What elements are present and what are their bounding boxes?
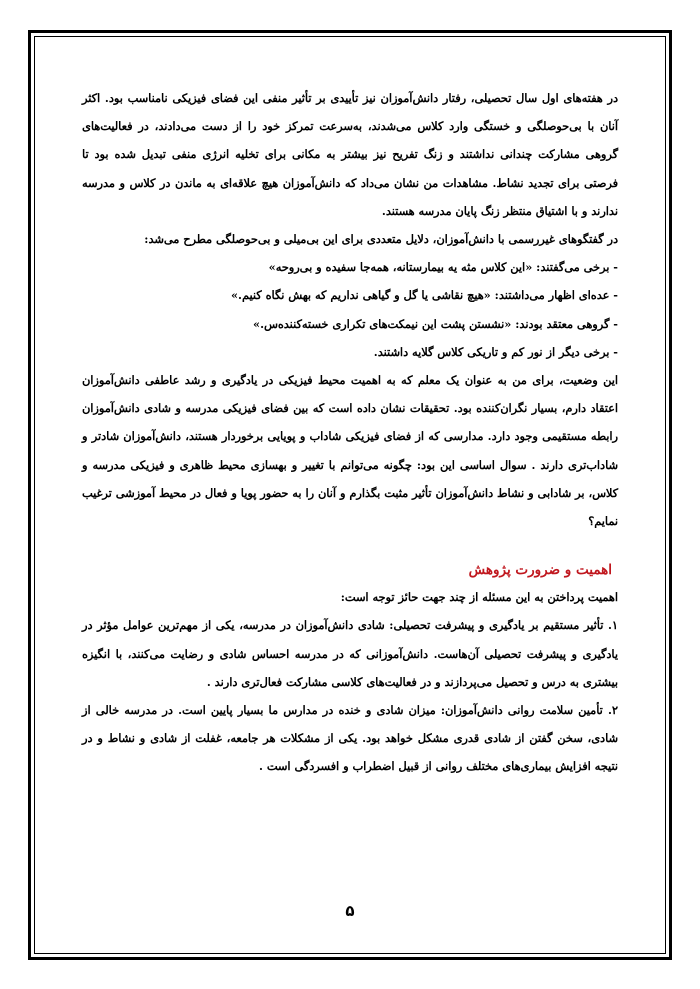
section-intro: اهمیت پرداختن به این مسئله از چند جهت حائز توجه است: [340,590,618,605]
page-number: ۵ [345,902,355,920]
concern-paragraph: این وضعیت، برای من به عنوان یک معلم که به اهمیت محیط فیزیکی در یادگیری و رشد عاطفی دانش‌آموزان اعتقاد دارم، بسیار نگران‌کننده بود. تحقیقات نشان داده است که بین فضای فیزیکی مدرسه و شادی دانش‌آموزان رابطه مستقیمی وجود دارد. مدارسی که از فضای فیزیکی شاداب و پویایی برخوردار هستند، دانش‌آموزان شادتر و شاداب‌تری دارند . سوال اساسی این بود: چگونه می‌توانم با تغییر و بهسازی محیط ظاهری و فیزیکی مدرسه و کلاس، بر شادابی و نشاط دانش‌آموزان تأثیر مثبت بگذارم و آنان را به حضور پویا و فعال در محیط آموزشی ترغیب نمایم؟ [82,373,618,529]
quote-item: - گروهی معتقد بودند: «نشستن پشت این نیمکت‌های تکراری خسته‌کننده‌س.» [253,316,618,331]
intro-paragraph: در هفته‌های اول سال تحصیلی، رفتار دانش‌آموزان نیز تأییدی بر تأثیر منفی این فضای فیزیکی نامناسب بود. اکثر آنان با بی‌حوصلگی و خستگی وارد کلاس می‌شدند، به‌سرعت تمرکز خود را از دست می‌دادند، در فعالیت‌های گروهی مشارکت چندانی نداشتند و زنگ تفریح نیز بیشتر به مکانی برای تخلیه انرژی منفی تبدیل شده بود تا فرصتی برای تجدید نشاط. مشاهدات من نشان می‌داد که دانش‌آموزان هیچ علاقه‌ای به ماندن در کلاس و مدرسه ندارند و با اشتیاق منتظر زنگ پایان مدرسه هستند. [82,91,618,218]
numbered-point: ۲. تأمین سلامت روانی دانش‌آموزان: میزان شادی و خنده در مدارس ما بسیار پایین است. در مدرسه خالی از شادی، سخن گفتن از شادی قدری مشکل خواهد بود. یکی از مشکلات هر جامعه، غفلت از شادی و نشاط و در نتیجه افزایش بیماری‌های مختلف روانی از قبیل اضطراب و افسردگی است . [82,703,618,774]
conversation-lead: در گفتگوهای غیررسمی با دانش‌آموزان، دلایل متعددی برای این بی‌میلی و بی‌حوصلگی مطرح می‌شد: [144,232,618,247]
quote-item: - عده‌ای اظهار می‌داشتند: «هیچ نقاشی یا گل و گیاهی نداریم که بهش نگاه کنیم.» [230,288,618,303]
numbered-point: ۱. تأثیر مستقیم بر یادگیری و پیشرفت تحصیلی: شادی دانش‌آموزان در مدرسه، یکی از مهم‌ترین عوامل مؤثر در یادگیری و پیشرفت تحصیلی آن‌هاست. دانش‌آموزانی که در مدرسه احساس شادی و رضایت می‌کنند، با انگیزه بیشتری به درس و تحصیل می‌پردازند و در فعالیت‌های کلاسی مشارکت فعال‌تری دارند . [82,618,618,689]
document-body [82,84,618,781]
quote-item: - برخی می‌گفتند: «این کلاس مثه یه بیمارستانه، همه‌جا سفیده و بی‌روحه» [268,260,618,275]
section-title: اهمیت و ضرورت پژوهش [468,562,612,579]
quote-item: - برخی دیگر از نور کم و تاریکی کلاس گلایه داشتند. [373,344,618,359]
